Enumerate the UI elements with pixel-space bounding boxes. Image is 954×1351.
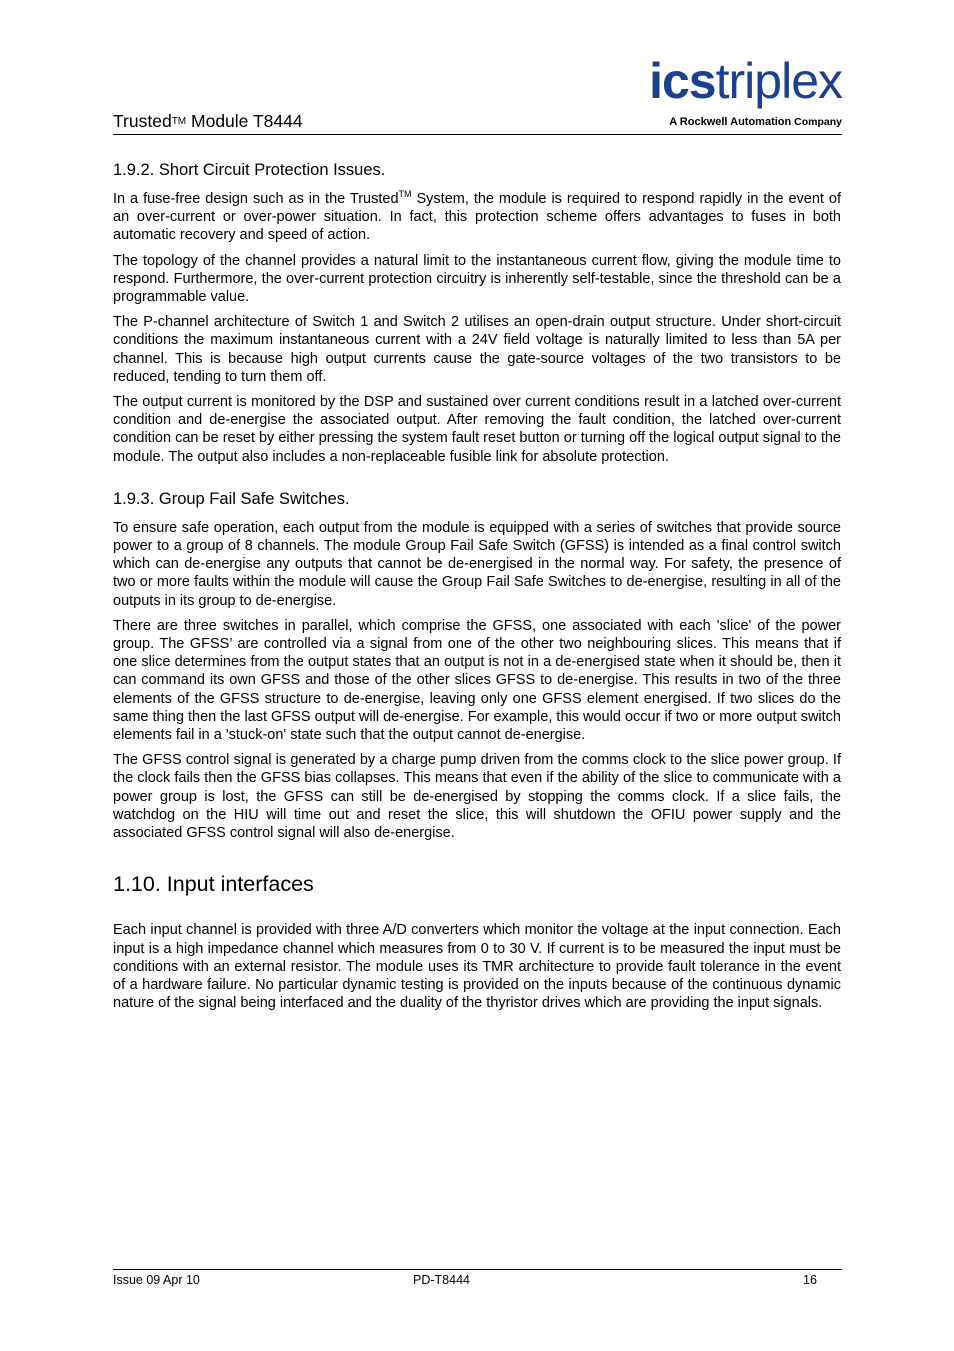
logo-triplex: triplex	[715, 53, 842, 109]
logo-tagline	[649, 116, 842, 128]
title-module: Module T8444	[186, 111, 303, 131]
page-content	[113, 160, 841, 1019]
section-heading-1-9-3: 1.9.3. Group Fail Safe Switches.	[113, 489, 350, 508]
section-heading-1-9-2: 1.9.2. Short Circuit Protection Issues.	[113, 161, 386, 179]
paragraph: There are three switches in parallel, which comprise the GFSS, one associated with each 'slice' of the power group. The GFSS’ are controlled via a signal from one of the other two neighbouring slices. This means that if one slice determines from the output states that an output is not in a de-energised state when it should be, then it can command its own GFSS and those of the other slices GFSS to de-energise. This results in two of the three elements of the GFSS structure to de-energise, leaving only one GFSS element energised. If two slices do the same thing then the last GFSS output will de-energise. For example, this would occur if two or more output switch elements fail in a 'stuck-on' state such that the output cannot de-energise.	[113, 617, 841, 744]
paragraph: The P-channel architecture of Switch 1 and Switch 2 utilises an open-drain output structure. Under short-circuit conditions the maximum instantaneous current with a 24V field voltage is naturally limited to less than 5A per channel. This is because high output currents cause the gate-source voltages of the two transistors to be reduced, tending to turn them off.	[113, 314, 841, 385]
paragraph: The GFSS control signal is generated by a charge pump driven from the comms clock to the slice power group. If the clock fails then the GFSS bias collapses. This means that even if the ability of the slice to communicate with a power group is lost, the GFSS can still be de-energised by stopping the comms clock. If a slice fails, the watchdog on the HIU will time out and reset the slice, this will shutdown the OFIU power supply and the associated GFSS control signal will also de-energise.	[113, 752, 841, 842]
section-heading-1-10: 1.10. Input interfaces	[113, 872, 314, 897]
paragraph: Each input channel is provided with three A/D converters which monitor the voltage at the input connection. Each input is a high impedance channel which measures from 0 to 30 V. If current is to be measured the input must be conditions with an external resistor. The module uses its TMR architecture to provide fault tolerance in the event of a hardware failure. No particular dynamic testing is provided on the inputs because of the continuous dynamic nature of the signal being interfaced and the duality of the thyristor drives which are providing the input signals.	[113, 922, 841, 1012]
footer-page-number: 16	[803, 1273, 817, 1287]
logo-tagline-main: A Rockwell Automation	[669, 116, 792, 128]
document-title	[113, 111, 303, 132]
paragraph: The output current is monitored by the DSP and sustained over current conditions result in a latched over-current condition and de-energise the associated output. After removing the fault condition, the latched over-current condition can be reset by either pressing the system fault reset button or turning off the logical output signal to the module. The output also includes a non-replaceable fusible link for absolute protection.	[113, 394, 841, 465]
trademark-mark: TM	[171, 116, 187, 127]
header-divider	[113, 134, 842, 135]
paragraph: The topology of the channel provides a natural limit to the instantaneous current flow, giving the module time to respond. Furthermore, the over-current protection circuitry is inherently self-testable, since the threshold can be a programmable value.	[113, 252, 841, 306]
title-trusted: Trusted	[113, 111, 172, 131]
footer-doc-id: PD-T8444	[413, 1273, 470, 1287]
paragraph	[113, 190, 841, 245]
footer-issue: Issue 09 Apr 10	[113, 1273, 200, 1287]
paragraph: To ensure safe operation, each output from the module is equipped with a series of switches that provide source power to a group of 8 channels. The module Group Fail Safe Switch (GFSS) is intended as a final control switch which can de-energise any outputs that cannot be de-energised in the normal way. For safety, the presence of two or more faults within the module will cause the Group Fail Safe Switches to de-energise, resulting in all of the outputs in its group to de-energise.	[113, 519, 841, 609]
company-logo	[649, 53, 842, 128]
trademark-mark: TM	[398, 189, 412, 200]
paragraph-text: In a fuse-free design such as in the Trusted	[113, 191, 399, 207]
paragraph-text: System, the module is required to respond rapidly in the event of an over-current or over-power situation. In fact, this protection scheme offers advantages to fuses in both automatic recovery and speed of action.	[113, 191, 842, 244]
logo-wordmark	[649, 53, 842, 109]
logo-ics: ics	[649, 53, 716, 109]
logo-tagline-company: Company	[791, 116, 842, 128]
footer-divider	[113, 1269, 842, 1270]
